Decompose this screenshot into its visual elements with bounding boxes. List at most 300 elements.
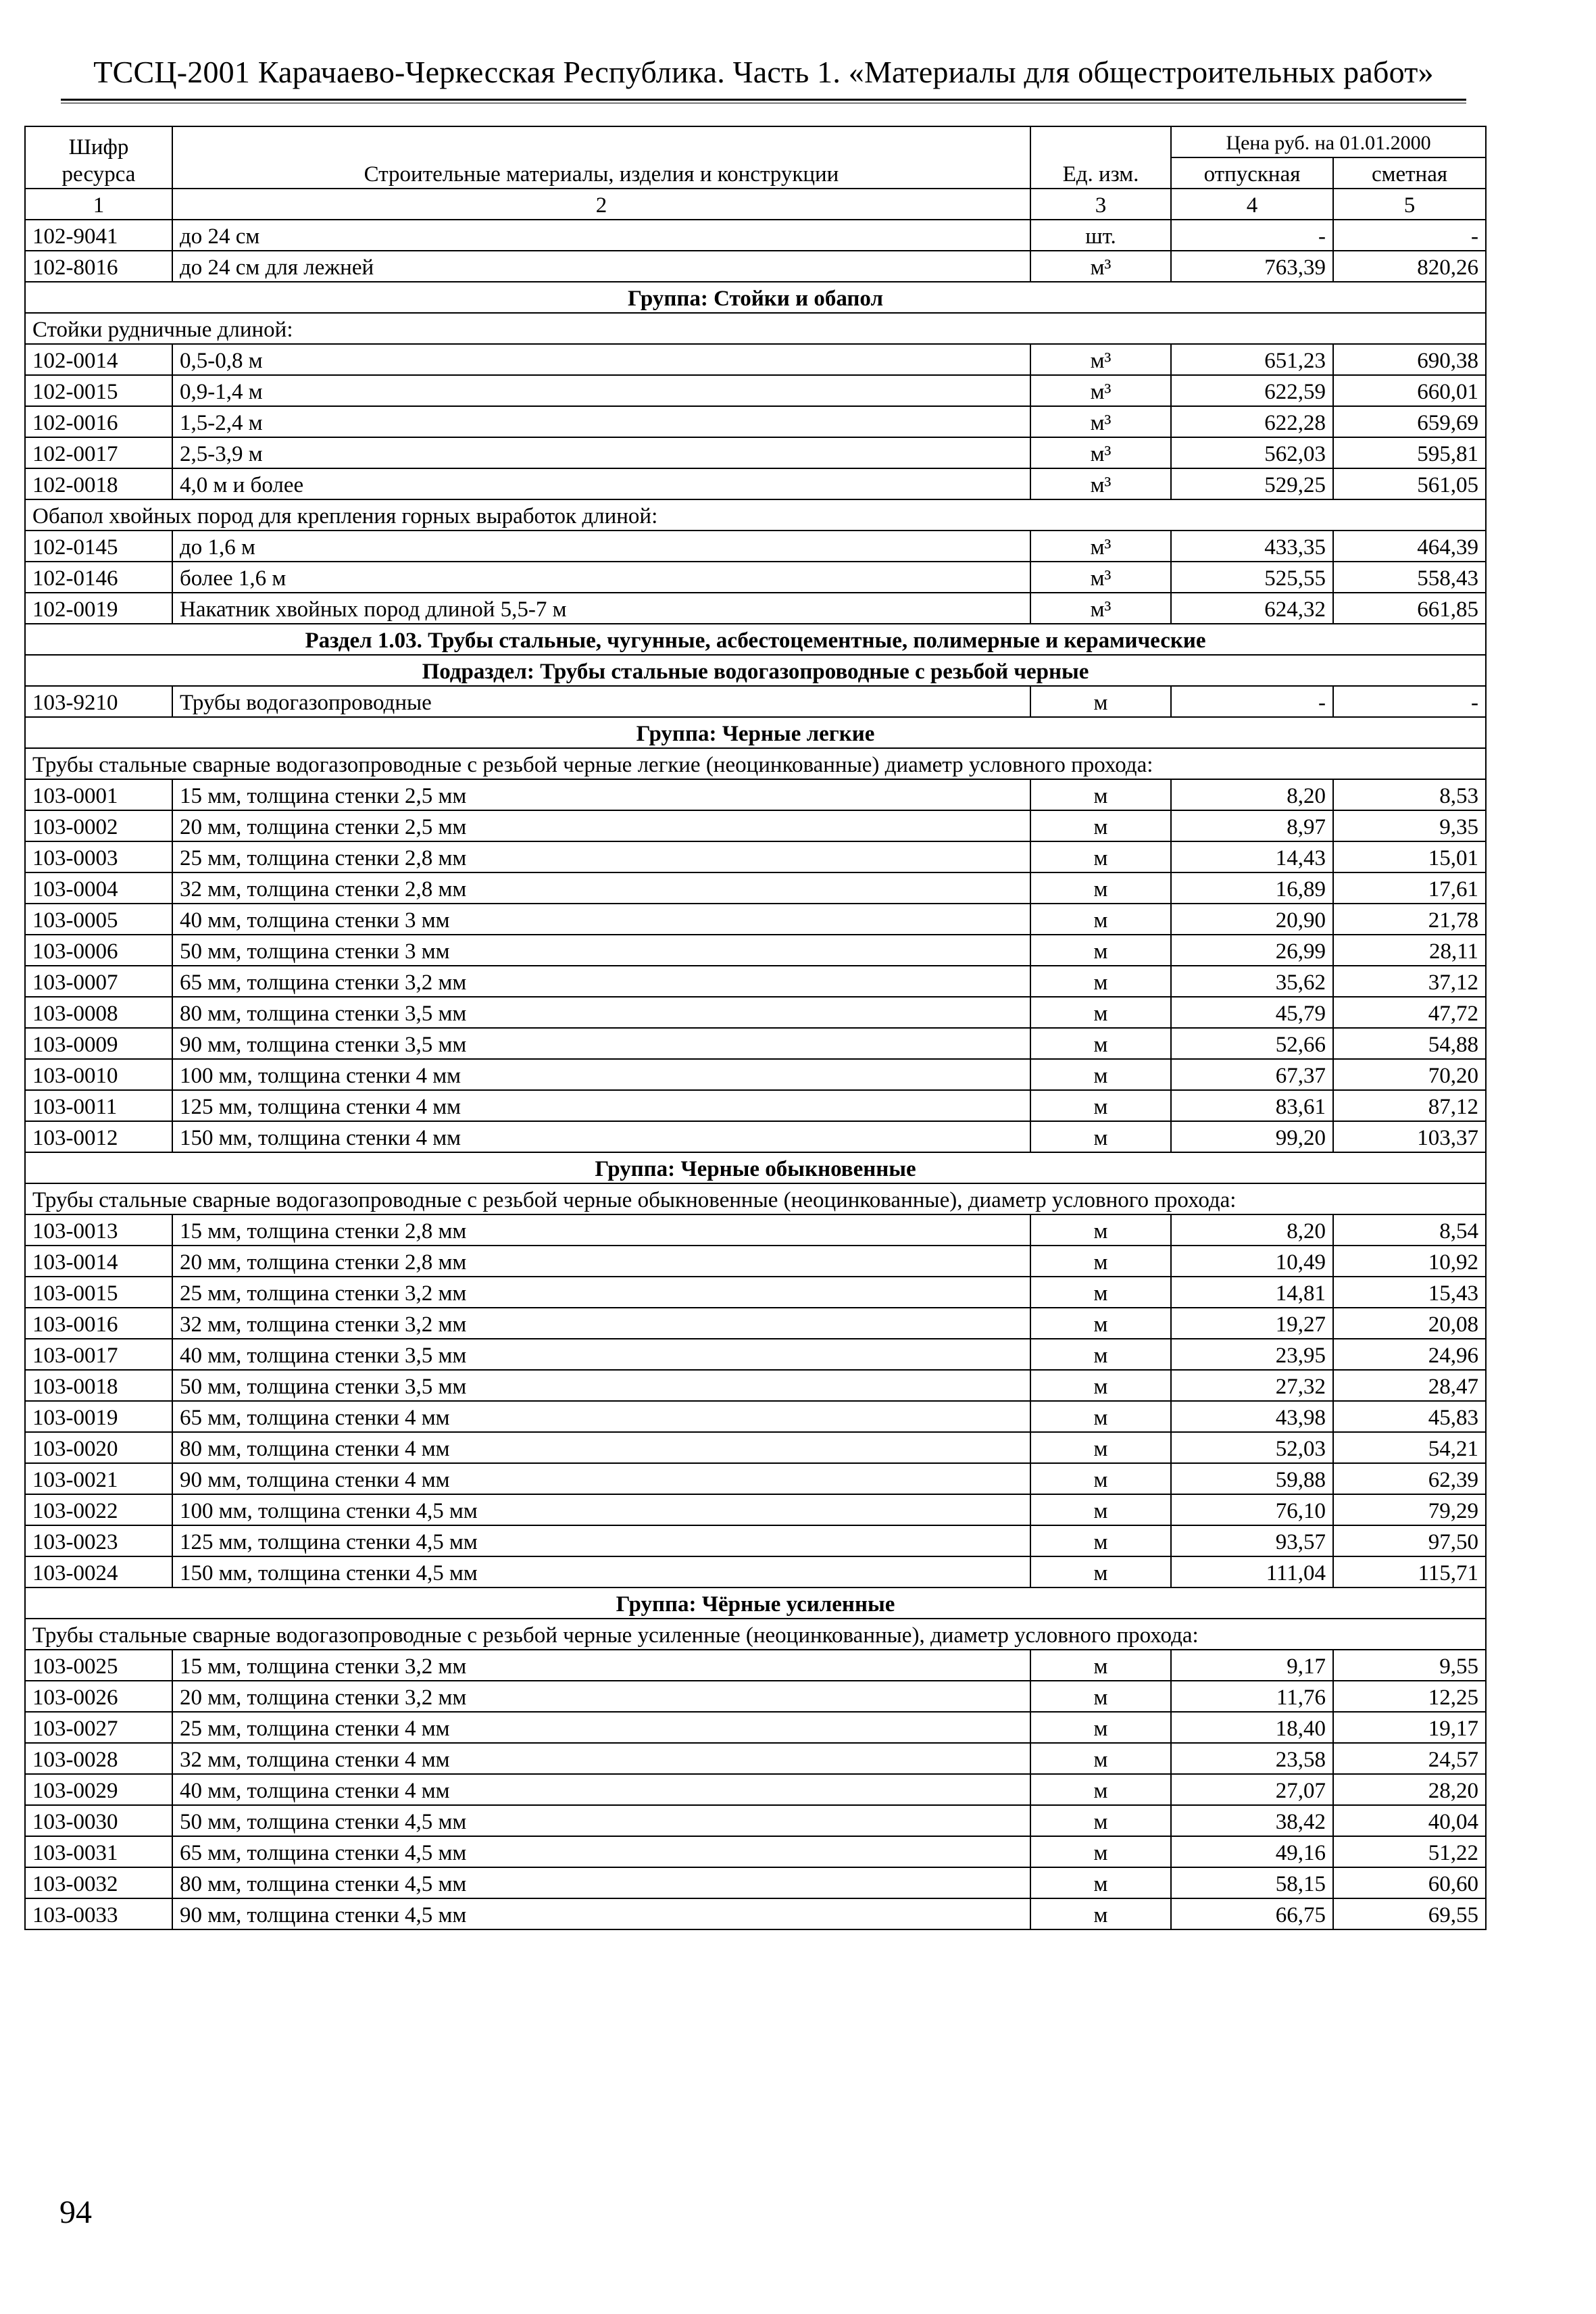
resource-name: более 1,6 м [172,562,1030,593]
unit-cell: м [1030,810,1171,841]
price-release: 16,89 [1171,872,1333,904]
price-estimate: 464,39 [1333,531,1486,562]
group-description: Трубы стальные сварные водогазопроводные с резьбой черные усиленные (неоцинкованные), диаметр условного прохода: [25,1619,1486,1650]
price-release: 76,10 [1171,1494,1333,1525]
table-row [25,1681,1486,1712]
price-estimate: 24,57 [1333,1743,1486,1774]
resource-code: 103-0025 [25,1650,172,1681]
resource-code: 103-0030 [25,1805,172,1836]
table-row [25,1277,1486,1308]
price-estimate: 97,50 [1333,1525,1486,1556]
table-row [25,437,1486,468]
group-title: Группа: Черные обыкновенные [25,1152,1486,1183]
price-release: 624,32 [1171,593,1333,624]
table-row [25,1494,1486,1525]
column-number: 5 [1333,189,1486,220]
resource-code: 103-0032 [25,1867,172,1898]
resource-name: 15 мм, толщина стенки 2,5 мм [172,779,1030,810]
price-release: 10,49 [1171,1246,1333,1277]
price-release: 93,57 [1171,1525,1333,1556]
price-table-body [25,126,1486,1929]
resource-name: 50 мм, толщина стенки 4,5 мм [172,1805,1030,1836]
resource-name: 150 мм, толщина стенки 4,5 мм [172,1556,1030,1587]
price-release: 19,27 [1171,1308,1333,1339]
price-release: 622,28 [1171,406,1333,437]
resource-name: 2,5-3,9 м [172,437,1030,468]
price-release: 26,99 [1171,935,1333,966]
group-title: Группа: Стойки и обапол [25,282,1486,313]
price-estimate: 60,60 [1333,1867,1486,1898]
group-description-row [25,1619,1486,1650]
price-release: 27,32 [1171,1370,1333,1401]
price-estimate: 9,35 [1333,810,1486,841]
resource-name: 65 мм, толщина стенки 4,5 мм [172,1836,1030,1867]
table-row [25,375,1486,406]
resource-name: 40 мм, толщина стенки 3 мм [172,904,1030,935]
unit-cell: м [1030,935,1171,966]
unit-cell: м [1030,1774,1171,1805]
resource-code: 102-0017 [25,437,172,468]
unit-cell: м [1030,1246,1171,1277]
unit-cell: м [1030,966,1171,997]
resource-name: 80 мм, толщина стенки 4 мм [172,1432,1030,1463]
resource-code: 103-0020 [25,1432,172,1463]
table-row [25,1339,1486,1370]
price-release: 111,04 [1171,1556,1333,1587]
price-estimate: 21,78 [1333,904,1486,935]
resource-code: 103-0022 [25,1494,172,1525]
table-row [25,1898,1486,1929]
resource-name: 80 мм, толщина стенки 3,5 мм [172,997,1030,1028]
price-release: 23,58 [1171,1743,1333,1774]
price-estimate: 561,05 [1333,468,1486,499]
price-estimate: 45,83 [1333,1401,1486,1432]
resource-code: 103-0031 [25,1836,172,1867]
group-description: Стойки рудничные длиной: [25,313,1486,344]
price-table [24,126,1487,1930]
resource-name: 0,5-0,8 м [172,344,1030,375]
unit-cell: м [1030,1121,1171,1152]
resource-code: 103-0024 [25,1556,172,1587]
unit-cell: м [1030,841,1171,872]
resource-code: 103-0026 [25,1681,172,1712]
price-estimate: 595,81 [1333,437,1486,468]
resource-name: 50 мм, толщина стенки 3 мм [172,935,1030,966]
table-row [25,966,1486,997]
table-row [25,686,1486,717]
price-estimate: 115,71 [1333,1556,1486,1587]
resource-code: 103-0028 [25,1743,172,1774]
price-release: 525,55 [1171,562,1333,593]
group-title-row [25,717,1486,748]
unit-cell: м [1030,1867,1171,1898]
resource-name: 40 мм, толщина стенки 3,5 мм [172,1339,1030,1370]
resource-name: 65 мм, толщина стенки 3,2 мм [172,966,1030,997]
table-row [25,1836,1486,1867]
price-release: 59,88 [1171,1463,1333,1494]
price-release: 9,17 [1171,1650,1333,1681]
table-row [25,779,1486,810]
table-row [25,1463,1486,1494]
resource-name: 150 мм, толщина стенки 4 мм [172,1121,1030,1152]
price-release: 763,39 [1171,251,1333,282]
resource-code: 103-0018 [25,1370,172,1401]
price-estimate: 103,37 [1333,1121,1486,1152]
group-title-row [25,1152,1486,1183]
resource-code: 102-0145 [25,531,172,562]
unit-cell: м [1030,1028,1171,1059]
resource-code: 103-0007 [25,966,172,997]
resource-name: 125 мм, толщина стенки 4,5 мм [172,1525,1030,1556]
table-row [25,904,1486,935]
resource-code: 103-0019 [25,1401,172,1432]
unit-cell: м [1030,1743,1171,1774]
price-estimate: 8,54 [1333,1214,1486,1246]
price-estimate: 558,43 [1333,562,1486,593]
resource-name: Трубы водогазопроводные [172,686,1030,717]
price-estimate: 70,20 [1333,1059,1486,1090]
price-release: 433,35 [1171,531,1333,562]
resource-name: 32 мм, толщина стенки 4 мм [172,1743,1030,1774]
price-estimate: 47,72 [1333,997,1486,1028]
price-release: 45,79 [1171,997,1333,1028]
unit-cell: м³ [1030,344,1171,375]
price-estimate: 9,55 [1333,1650,1486,1681]
unit-cell: м [1030,1525,1171,1556]
table-row [25,1650,1486,1681]
group-description-row [25,1183,1486,1214]
resource-name: 15 мм, толщина стенки 3,2 мм [172,1650,1030,1681]
unit-cell: м [1030,872,1171,904]
header-price: Цена руб. на 01.01.2000 [1171,126,1486,157]
price-estimate: 54,88 [1333,1028,1486,1059]
resource-name: до 24 см [172,220,1030,251]
price-estimate: 19,17 [1333,1712,1486,1743]
column-numbers-row [25,189,1486,220]
price-estimate: 15,43 [1333,1277,1486,1308]
table-row [25,1401,1486,1432]
unit-cell: м [1030,1432,1171,1463]
resource-name: 90 мм, толщина стенки 3,5 мм [172,1028,1030,1059]
resource-code: 102-0019 [25,593,172,624]
price-release: 562,03 [1171,437,1333,468]
resource-code: 103-0021 [25,1463,172,1494]
table-row [25,1805,1486,1836]
table-row [25,406,1486,437]
resource-name: 65 мм, толщина стенки 4 мм [172,1401,1030,1432]
price-release: 8,20 [1171,779,1333,810]
price-estimate: 51,22 [1333,1836,1486,1867]
table-row [25,1059,1486,1090]
table-row [25,1121,1486,1152]
resource-code: 103-0014 [25,1246,172,1277]
unit-cell: м [1030,779,1171,810]
table-row [25,872,1486,904]
resource-code: 102-0016 [25,406,172,437]
section-title: Раздел 1.03. Трубы стальные, чугунные, асбестоцементные, полимерные и керамические [25,624,1486,655]
price-release: 38,42 [1171,1805,1333,1836]
price-estimate: - [1333,220,1486,251]
price-estimate: 54,21 [1333,1432,1486,1463]
group-description-row [25,748,1486,779]
group-description-row [25,313,1486,344]
group-description: Трубы стальные сварные водогазопроводные с резьбой черные обыкновенные (неоцинкованные), диаметр условного прохода: [25,1183,1486,1214]
price-release: - [1171,220,1333,251]
resource-name: 4,0 м и более [172,468,1030,499]
unit-cell: м [1030,1277,1171,1308]
resource-name: 25 мм, толщина стенки 2,8 мм [172,841,1030,872]
unit-cell: м [1030,1401,1171,1432]
table-row [25,220,1486,251]
group-description-row [25,499,1486,531]
price-estimate: 12,25 [1333,1681,1486,1712]
unit-cell: м [1030,1463,1171,1494]
resource-code: 103-0003 [25,841,172,872]
price-release: 651,23 [1171,344,1333,375]
resource-name: до 24 см для лежней [172,251,1030,282]
resource-code: 103-0027 [25,1712,172,1743]
unit-cell: м [1030,1650,1171,1681]
table-row [25,1743,1486,1774]
resource-name: 20 мм, толщина стенки 2,5 мм [172,810,1030,841]
price-estimate: 37,12 [1333,966,1486,997]
resource-code: 103-0011 [25,1090,172,1121]
unit-cell: м [1030,1494,1171,1525]
header-unit: Ед. изм. [1030,126,1171,189]
table-row [25,1246,1486,1277]
table-row [25,1028,1486,1059]
table-row [25,1712,1486,1743]
price-release: 14,81 [1171,1277,1333,1308]
price-release: 43,98 [1171,1401,1333,1432]
price-release: 8,20 [1171,1214,1333,1246]
price-release: 83,61 [1171,1090,1333,1121]
resource-name: 1,5-2,4 м [172,406,1030,437]
subsection-title-row [25,655,1486,686]
table-row [25,562,1486,593]
header-price-release: отпускная [1171,157,1333,189]
resource-name: 20 мм, толщина стенки 2,8 мм [172,1246,1030,1277]
resource-code: 102-0015 [25,375,172,406]
table-row [25,1090,1486,1121]
column-number: 2 [172,189,1030,220]
header-code: Шифр ресурса [25,126,172,189]
table-row [25,468,1486,499]
price-estimate: 28,47 [1333,1370,1486,1401]
resource-code: 103-0016 [25,1308,172,1339]
page-number: 94 [59,2194,92,2230]
resource-code: 103-0013 [25,1214,172,1246]
price-estimate: 17,61 [1333,872,1486,904]
price-estimate: 24,96 [1333,1339,1486,1370]
table-row [25,593,1486,624]
resource-code: 103-9210 [25,686,172,717]
unit-cell: м [1030,1898,1171,1929]
table-row [25,997,1486,1028]
resource-code: 102-0018 [25,468,172,499]
table-row [25,1774,1486,1805]
resource-code: 103-0010 [25,1059,172,1090]
resource-name: 25 мм, толщина стенки 3,2 мм [172,1277,1030,1308]
table-row [25,810,1486,841]
unit-cell: м [1030,1836,1171,1867]
unit-cell: м³ [1030,593,1171,624]
unit-cell: м [1030,1681,1171,1712]
price-release: 18,40 [1171,1712,1333,1743]
unit-cell: м [1030,904,1171,935]
resource-name: Накатник хвойных пород длиной 5,5-7 м [172,593,1030,624]
resource-name: 32 мм, толщина стенки 3,2 мм [172,1308,1030,1339]
price-estimate: 69,55 [1333,1898,1486,1929]
unit-cell: м [1030,1090,1171,1121]
resource-code: 102-0146 [25,562,172,593]
unit-cell: м³ [1030,468,1171,499]
resource-code: 103-0004 [25,872,172,904]
header-rule [61,99,1466,101]
price-release: 622,59 [1171,375,1333,406]
price-estimate: 690,38 [1333,344,1486,375]
price-release: 11,76 [1171,1681,1333,1712]
unit-cell: м³ [1030,437,1171,468]
price-release: - [1171,686,1333,717]
table-row [25,1214,1486,1246]
price-release: 49,16 [1171,1836,1333,1867]
price-estimate: 10,92 [1333,1246,1486,1277]
unit-cell: м [1030,1308,1171,1339]
unit-cell: м [1030,1059,1171,1090]
resource-name: до 1,6 м [172,531,1030,562]
unit-cell: м [1030,1712,1171,1743]
resource-name: 40 мм, толщина стенки 4 мм [172,1774,1030,1805]
header-price-estimate: сметная [1333,157,1486,189]
resource-code: 103-0006 [25,935,172,966]
price-estimate: 28,11 [1333,935,1486,966]
price-release: 58,15 [1171,1867,1333,1898]
price-estimate: 87,12 [1333,1090,1486,1121]
resource-name: 80 мм, толщина стенки 4,5 мм [172,1867,1030,1898]
resource-code: 103-0017 [25,1339,172,1370]
price-release: 529,25 [1171,468,1333,499]
column-number: 4 [1171,189,1333,220]
table-row [25,935,1486,966]
group-title: Группа: Черные легкие [25,717,1486,748]
resource-code: 103-0009 [25,1028,172,1059]
price-release: 14,43 [1171,841,1333,872]
resource-name: 0,9-1,4 м [172,375,1030,406]
unit-cell: м³ [1030,562,1171,593]
group-title-row [25,1587,1486,1619]
price-estimate: - [1333,686,1486,717]
page-header-title: ТССЦ-2001 Карачаево-Черкесская Республика. Часть 1. «Материалы для общестроительных работ» [93,55,1434,89]
table-header-row [25,126,1486,157]
subsection-title: Подраздел: Трубы стальные водогазопроводные с резьбой черные [25,655,1486,686]
resource-code: 103-0023 [25,1525,172,1556]
price-release: 52,03 [1171,1432,1333,1463]
price-estimate: 20,08 [1333,1308,1486,1339]
price-release: 67,37 [1171,1059,1333,1090]
resource-code: 103-0033 [25,1898,172,1929]
table-row [25,1556,1486,1587]
price-estimate: 659,69 [1333,406,1486,437]
resource-code: 103-0012 [25,1121,172,1152]
unit-cell: м [1030,1805,1171,1836]
price-estimate: 820,26 [1333,251,1486,282]
resource-name: 125 мм, толщина стенки 4 мм [172,1090,1030,1121]
table-row [25,1525,1486,1556]
price-estimate: 79,29 [1333,1494,1486,1525]
resource-code: 102-0014 [25,344,172,375]
unit-cell: м³ [1030,251,1171,282]
table-row [25,531,1486,562]
group-description: Обапол хвойных пород для крепления горных выработок длиной: [25,499,1486,531]
resource-name: 100 мм, толщина стенки 4,5 мм [172,1494,1030,1525]
table-row [25,1308,1486,1339]
unit-cell: м³ [1030,375,1171,406]
price-estimate: 15,01 [1333,841,1486,872]
resource-name: 90 мм, толщина стенки 4,5 мм [172,1898,1030,1929]
price-estimate: 8,53 [1333,779,1486,810]
price-release: 20,90 [1171,904,1333,935]
column-number: 3 [1030,189,1171,220]
price-release: 27,07 [1171,1774,1333,1805]
price-release: 8,97 [1171,810,1333,841]
resource-code: 103-0002 [25,810,172,841]
table-row [25,1370,1486,1401]
resource-name: 15 мм, толщина стенки 2,8 мм [172,1214,1030,1246]
resource-code: 102-9041 [25,220,172,251]
table-row [25,1867,1486,1898]
resource-name: 90 мм, толщина стенки 4 мм [172,1463,1030,1494]
unit-cell: м [1030,686,1171,717]
unit-cell: м³ [1030,531,1171,562]
unit-cell: м [1030,1556,1171,1587]
price-estimate: 661,85 [1333,593,1486,624]
resource-name: 100 мм, толщина стенки 4 мм [172,1059,1030,1090]
price-estimate: 660,01 [1333,375,1486,406]
unit-cell: м [1030,1370,1171,1401]
price-release: 66,75 [1171,1898,1333,1929]
unit-cell: м [1030,1214,1171,1246]
resource-code: 102-8016 [25,251,172,282]
unit-cell: м³ [1030,406,1171,437]
price-release: 99,20 [1171,1121,1333,1152]
column-number: 1 [25,189,172,220]
price-estimate: 40,04 [1333,1805,1486,1836]
unit-cell: м [1030,997,1171,1028]
resource-code: 103-0029 [25,1774,172,1805]
price-release: 52,66 [1171,1028,1333,1059]
resource-code: 103-0015 [25,1277,172,1308]
group-description: Трубы стальные сварные водогазопроводные с резьбой черные легкие (неоцинкованные) диаметр условного прохода: [25,748,1486,779]
table-row [25,841,1486,872]
unit-cell: м [1030,1339,1171,1370]
price-estimate: 62,39 [1333,1463,1486,1494]
group-title: Группа: Чёрные усиленные [25,1587,1486,1619]
resource-code: 103-0005 [25,904,172,935]
price-release: 23,95 [1171,1339,1333,1370]
resource-name: 20 мм, толщина стенки 3,2 мм [172,1681,1030,1712]
resource-code: 103-0001 [25,779,172,810]
price-release: 35,62 [1171,966,1333,997]
unit-cell: шт. [1030,220,1171,251]
resource-name: 32 мм, толщина стенки 2,8 мм [172,872,1030,904]
group-title-row [25,282,1486,313]
table-row [25,344,1486,375]
resource-name: 50 мм, толщина стенки 3,5 мм [172,1370,1030,1401]
resource-code: 103-0008 [25,997,172,1028]
table-row [25,251,1486,282]
resource-name: 25 мм, толщина стенки 4 мм [172,1712,1030,1743]
